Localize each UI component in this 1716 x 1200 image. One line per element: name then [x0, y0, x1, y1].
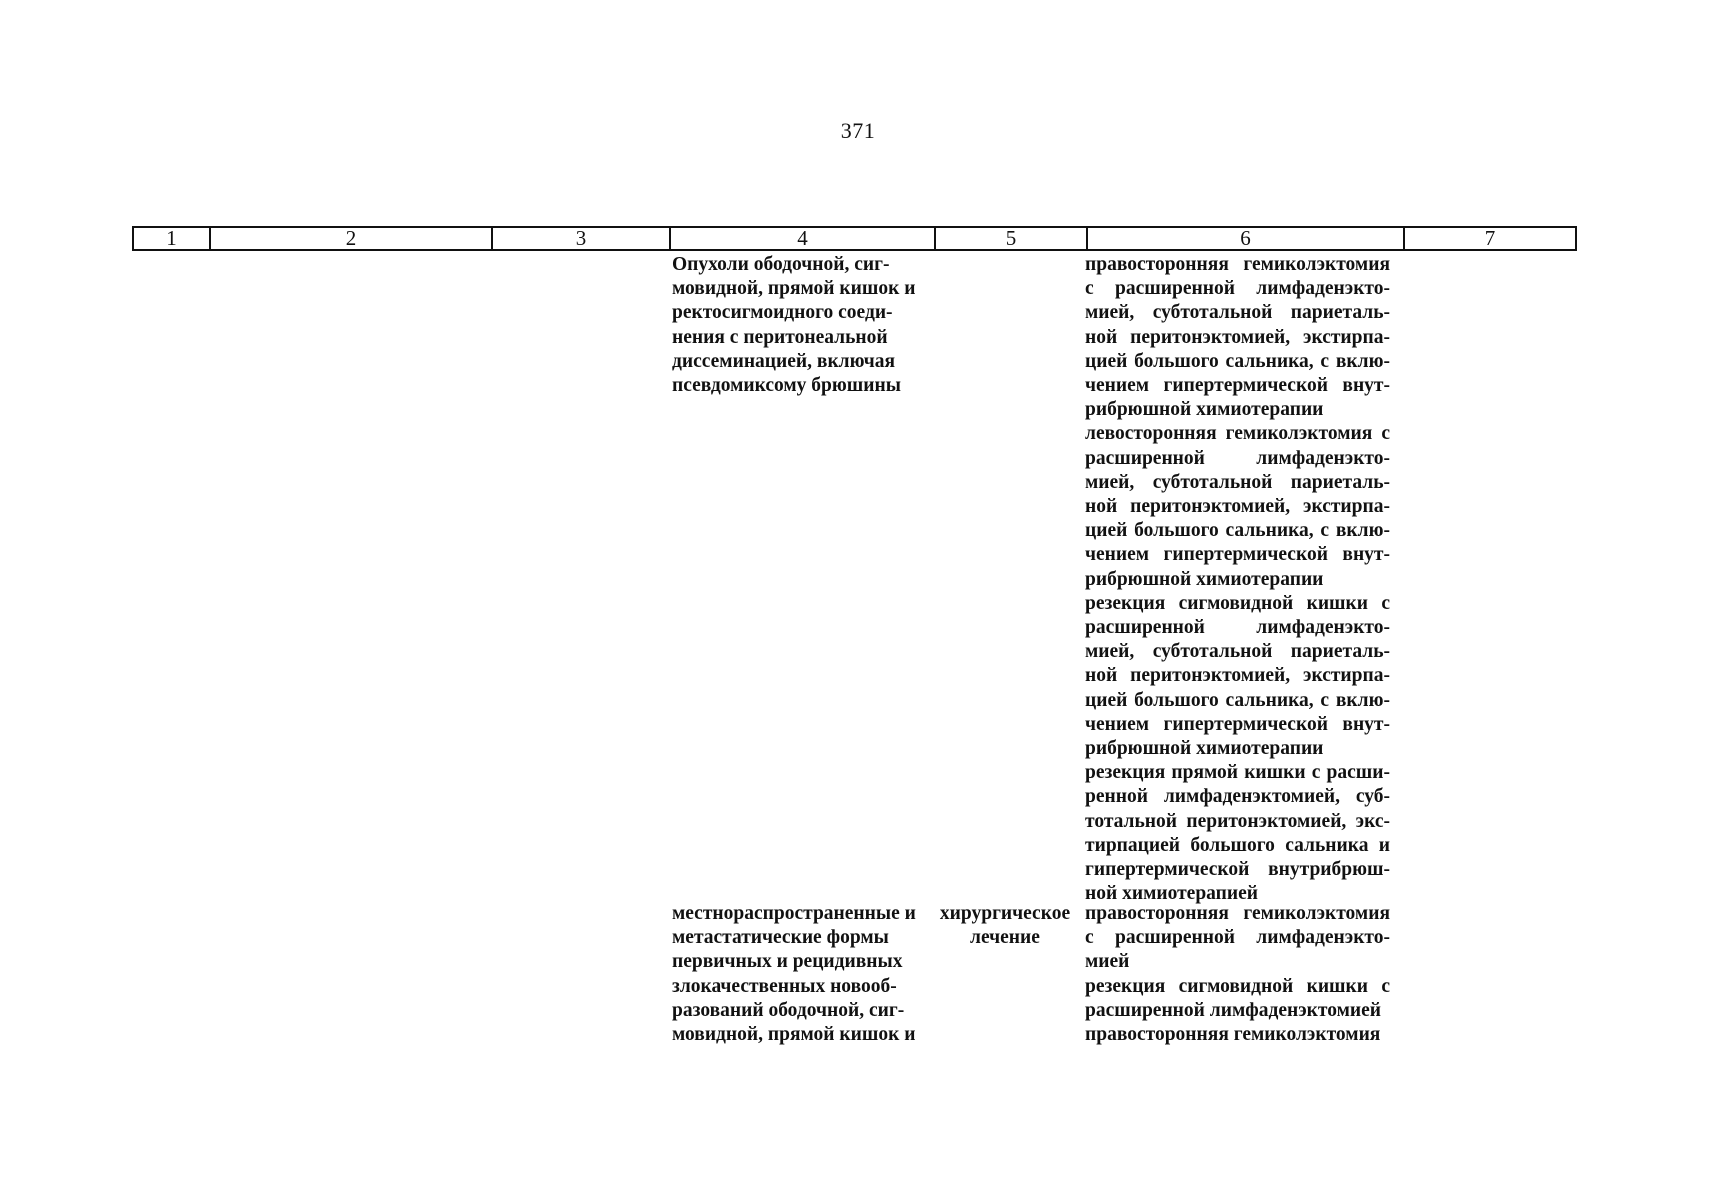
- diagnosis-line: мовидной, прямой кишок и: [672, 278, 916, 300]
- block2-treatment-type-cell: [935, 902, 1075, 950]
- diagnosis-line: метастатические формы: [672, 927, 889, 949]
- method-line: гипертермической внутрибрюш-: [1085, 859, 1390, 881]
- method-line: ной химиотерапией: [1085, 883, 1259, 905]
- column-4-number: 4: [670, 227, 935, 250]
- method-line: расширенной лимфаденэктомией: [1085, 999, 1382, 1021]
- column-3-number: 3: [492, 227, 670, 250]
- method-line: расширенной лимфаденэкто-: [1085, 617, 1390, 639]
- diagnosis-line: нения с перитонеальной: [672, 326, 888, 348]
- diagnosis-line: разований ободочной, сиг-: [672, 999, 905, 1021]
- block1-diagnosis-cell: [672, 253, 932, 398]
- treatment-type-line: лечение: [970, 927, 1040, 949]
- column-5-number: 5: [935, 227, 1087, 250]
- method-line: расширенной лимфаденэкто-: [1085, 447, 1390, 469]
- column-2-number: 2: [210, 227, 492, 250]
- block2-diagnosis-cell: [672, 902, 932, 1047]
- method-line: левосторонняя гемиколэктомия с: [1085, 423, 1390, 445]
- method-line: правосторонняя гемиколэктомия: [1085, 1024, 1381, 1046]
- block1-methods-cell: [1085, 253, 1390, 906]
- method-line: с расширенной лимфаденэкто-: [1085, 278, 1390, 300]
- method-line: резекция сигмовидной кишки с: [1085, 592, 1390, 614]
- method-line: рибрюшной химиотерапии: [1085, 399, 1324, 421]
- method-line: с расширенной лимфаденэкто-: [1085, 927, 1390, 949]
- method-line: ной перитонэктомией, экстирпа-: [1085, 496, 1390, 518]
- column-number-header: [132, 226, 1577, 251]
- method-line: ренной лимфаденэктомией, суб-: [1085, 786, 1390, 808]
- treatment-type-line: хирургическое: [939, 903, 1071, 924]
- method-line: резекция сигмовидной кишки с: [1085, 975, 1390, 997]
- method-line: чением гипертермической внут-: [1085, 544, 1390, 566]
- method-line: мией, субтотальной париеталь-: [1085, 641, 1390, 663]
- method-line: чением гипертермической внут-: [1085, 375, 1390, 397]
- method-line: мией, субтотальной париеталь-: [1085, 471, 1390, 493]
- method-line: цией большого сальника, с вклю-: [1085, 689, 1390, 711]
- method-line: правосторонняя гемиколэктомия: [1085, 254, 1390, 275]
- method-line: правосторонняя гемиколэктомия: [1085, 903, 1390, 924]
- diagnosis-line: ректосигмоидного соеди-: [672, 302, 893, 324]
- diagnosis-line: диссеминацией, включая: [672, 350, 896, 372]
- column-6-number: 6: [1087, 227, 1404, 250]
- method-line: цией большого сальника, с вклю-: [1085, 520, 1390, 542]
- block2-methods-cell: [1085, 902, 1390, 1047]
- method-line: мией, субтотальной париеталь-: [1085, 302, 1390, 324]
- method-line: тотальной перитонэктомией, экс-: [1085, 810, 1390, 832]
- method-line: рибрюшной химиотерапии: [1085, 738, 1324, 760]
- method-line: резекция прямой кишки с расши-: [1085, 762, 1390, 784]
- diagnosis-line: Опухоли ободочной, сиг-: [672, 254, 890, 275]
- method-line: рибрюшной химиотерапии: [1085, 568, 1324, 590]
- method-line: мией: [1085, 951, 1130, 973]
- method-line: ной перитонэктомией, экстирпа-: [1085, 665, 1390, 687]
- method-line: тирпацией большого сальника и: [1085, 834, 1390, 856]
- diagnosis-line: псевдомиксому брюшины: [672, 375, 901, 397]
- diagnosis-line: первичных и рецидивных: [672, 951, 903, 973]
- diagnosis-line: злокачественных новооб-: [672, 975, 897, 997]
- page-number: 371: [840, 118, 876, 143]
- column-1-number: 1: [133, 227, 210, 250]
- method-line: чением гипертермической внут-: [1085, 713, 1390, 735]
- diagnosis-line: местнораспространенные и: [672, 903, 916, 924]
- method-line: ной перитонэктомией, экстирпа-: [1085, 326, 1390, 348]
- column-7-number: 7: [1404, 227, 1576, 250]
- method-line: цией большого сальника, с вклю-: [1085, 350, 1390, 372]
- diagnosis-line: мовидной, прямой кишок и: [672, 1024, 916, 1046]
